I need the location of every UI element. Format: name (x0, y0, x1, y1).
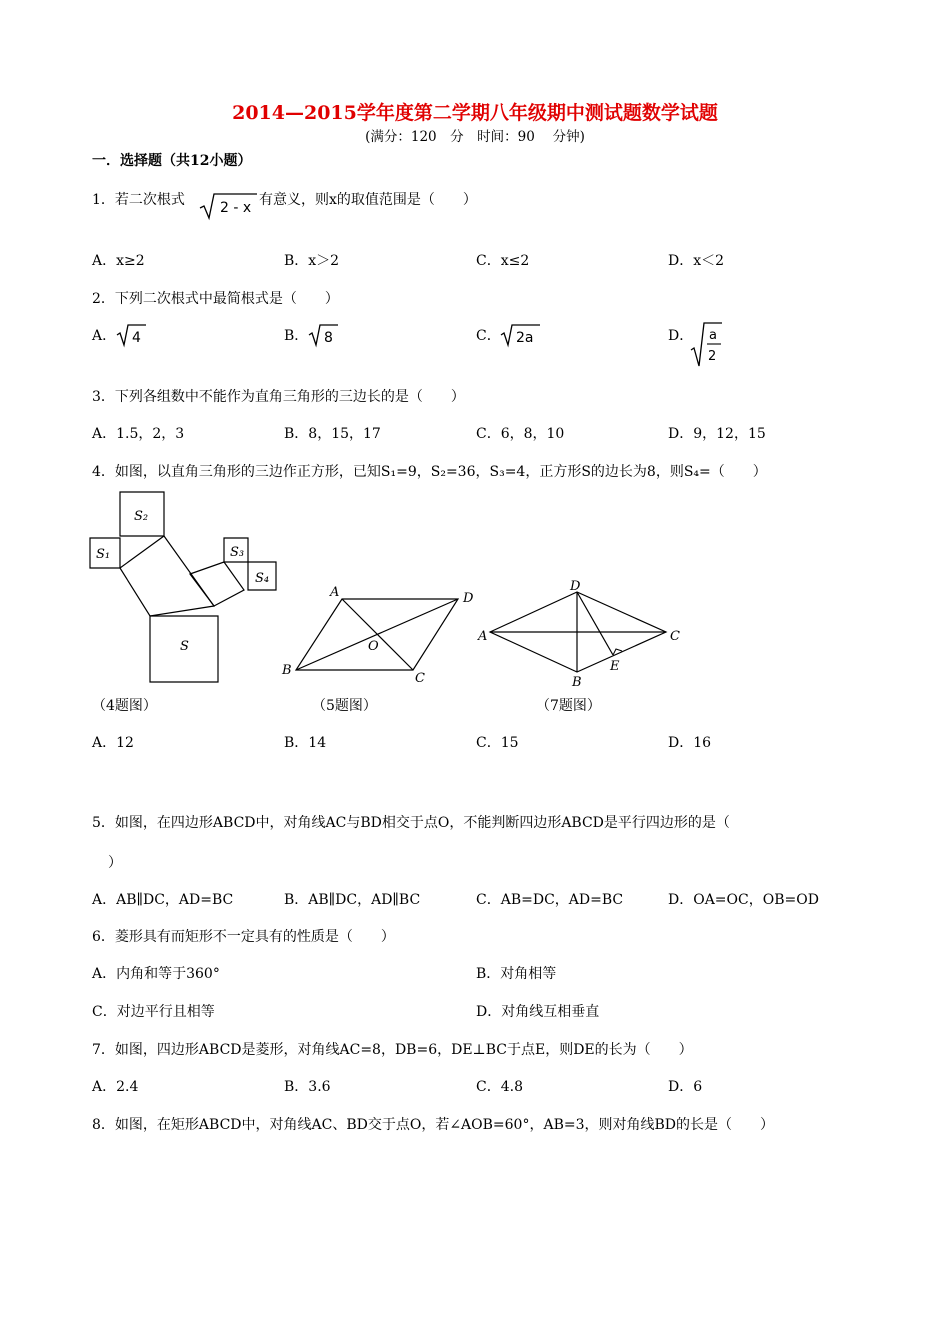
svg-text:2: 2 (708, 349, 717, 364)
q7-stem: 7．如图，四边形ABCD是菱形，对角线AC=8，DB=6，DE⊥BC于点E，则DE的长为（ ） (92, 1042, 693, 1058)
fig5-label-d: D (463, 591, 474, 606)
q7-option-b: B．3.6 (284, 1079, 331, 1095)
q7-option-c: C．4.8 (476, 1079, 523, 1095)
q6-option-b: B．对角相等 (476, 966, 557, 982)
q2-option-d-label: D． (668, 328, 694, 344)
q3-option-b: B．8，15，17 (284, 426, 381, 442)
q2-option-c-label: C． (476, 328, 501, 344)
fig5-label-a: A (330, 585, 340, 600)
page-title: 2014—2015学年度第二学期八年级期中测试题数学试题 (232, 102, 718, 124)
figure-5 (278, 582, 482, 688)
q5-stem-cont: ） (108, 855, 122, 871)
fig5-label-c: C (415, 671, 425, 686)
figure-4 (88, 490, 284, 686)
q1-radicand: 2 - x (220, 200, 252, 216)
q5-option-a: A．AB∥DC，AD=BC (92, 892, 234, 908)
svg-text:a: a (709, 328, 717, 343)
fig7-label-b: B (572, 675, 582, 690)
fig7-caption: （7题图） (536, 698, 601, 714)
q2-option-a-label: A． (92, 328, 117, 344)
fig7-label-a: A (478, 629, 488, 644)
q7-option-d: D．6 (668, 1079, 703, 1095)
q4-option-a: A．12 (92, 735, 134, 751)
section-heading: 一．选择题（共12小题） (92, 153, 252, 169)
q6-option-c: C．对边平行且相等 (92, 1004, 215, 1020)
q3-option-c: C．6，8，10 (476, 426, 565, 442)
q3-stem: 3．下列各组数中不能作为直角三角形的三边长的是（ ） (92, 389, 465, 405)
q2-option-b-label: B． (284, 328, 309, 344)
fig5-caption: （5题图） (312, 698, 377, 714)
fig4-label-s4: S₄ (255, 571, 270, 586)
q2-option-a-radical (116, 322, 148, 348)
q1-option-c: C．x≤2 (476, 253, 530, 269)
q4-stem: 4．如图，以直角三角形的三边作正方形，已知S₁=9，S₂=36，S₃=4，正方形S的边长为8，则S₄=（ ） (92, 464, 767, 480)
q2-option-d-radical (690, 320, 724, 370)
q5-option-b: B．AB∥DC，AD∥BC (284, 892, 421, 908)
q2-option-b-radical (308, 322, 340, 348)
svg-text:4: 4 (132, 330, 141, 346)
fig7-label-e: E (610, 659, 620, 674)
q8-stem: 8．如图，在矩形ABCD中，对角线AC、BD交于点O，若∠AOB=60°，AB=3，则对角线BD的长是（ ） (92, 1117, 775, 1133)
fig4-caption: （4题图） (92, 698, 157, 714)
fig4-label-s: S (180, 639, 189, 654)
figure-7 (474, 580, 686, 690)
q2-option-c-radical (500, 322, 542, 348)
svg-text:8: 8 (324, 330, 333, 346)
svg-text:2a: 2a (516, 330, 534, 346)
fig5-label-b: B (282, 663, 292, 678)
fig4-label-s3: S₃ (230, 545, 245, 560)
q1-stem-prefix: 1．若二次根式 (92, 192, 185, 208)
q1-option-a: A．x≥2 (92, 253, 145, 269)
q6-stem: 6．菱形具有而矩形不一定具有的性质是（ ） (92, 929, 395, 945)
fig4-label-s1: S₁ (96, 547, 111, 562)
fig5-label-o: O (368, 639, 379, 654)
fig4-label-s2: S₂ (134, 509, 149, 524)
q4-option-c: C．15 (476, 735, 519, 751)
q5-option-c: C．AB=DC，AD=BC (476, 892, 624, 908)
q4-option-d: D．16 (668, 735, 712, 751)
fig7-label-d: D (570, 579, 581, 594)
q6-option-d: D．对角线互相垂直 (476, 1004, 600, 1020)
q4-option-b: B．14 (284, 735, 327, 751)
q1-radical (199, 191, 259, 221)
fig7-label-c: C (670, 629, 680, 644)
q2-stem: 2．下列二次根式中最简根式是（ ） (92, 291, 339, 307)
q6-option-a: A．内角和等于360° (92, 966, 220, 982)
q5-option-d: D．OA=OC，OB=OD (668, 892, 819, 908)
exam-info: (满分：120 分 时间：90 分钟) (365, 129, 585, 145)
q3-option-a: A．1.5，2，3 (92, 426, 185, 442)
q1-option-d: D．x＜2 (668, 253, 725, 269)
q1-stem-suffix: 有意义，则x的取值范围是（ ） (259, 192, 477, 208)
q3-option-d: D．9，12，15 (668, 426, 766, 442)
q5-stem: 5．如图，在四边形ABCD中，对角线AC与BD相交于点O，不能判断四边形ABCD是平行四边形的是（ (92, 815, 730, 831)
q7-option-a: A．2.4 (92, 1079, 139, 1095)
q1-option-b: B．x＞2 (284, 253, 340, 269)
